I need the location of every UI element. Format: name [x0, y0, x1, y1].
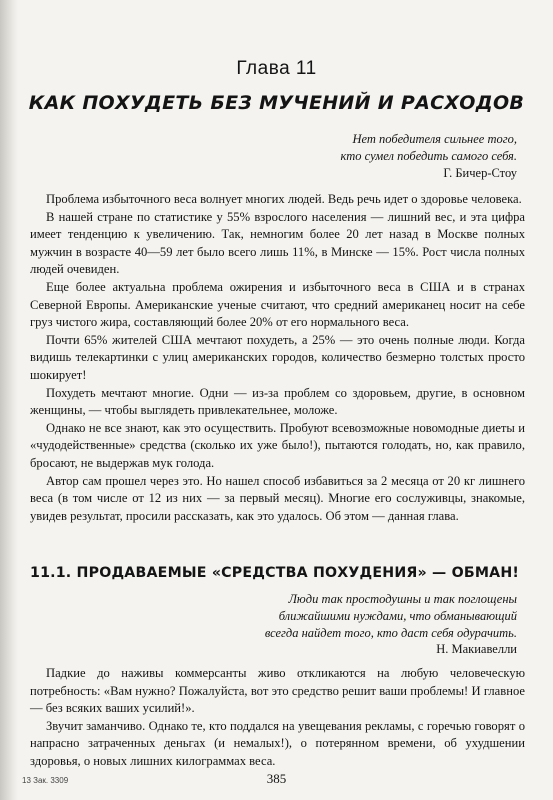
paragraph: Почти 65% жителей США мечтают похудеть, а 25% — это очень полные люди. Когда видишь телекартинки с улиц американских городов, количество безмерно толстых просто шокирует!	[30, 332, 525, 382]
section-body-text	[30, 665, 525, 771]
paragraph: Однако не все знают, как это осуществить. Пробуют всевозможные новомодные диеты и «чудодейственные» средства (сколько их уже было!), пытаются голодать, но, как правило, бросают, не выдержав мук голода.	[30, 420, 525, 470]
epigraph-line: кто сумел победить самого себя.	[340, 149, 517, 163]
section-title: 11.1. ПРОДАВАЕМЫЕ «СРЕДСТВА ПОХУДЕНИЯ» — ОБМАН!	[30, 565, 520, 581]
epigraph-author: Г. Бичер-Стоу	[443, 166, 517, 180]
epigraph-line: ближайшими нуждами, что обманывающий	[278, 609, 517, 623]
paragraph: Звучит заманчиво. Однако те, кто поддался на увещевания рекламы, с горечью говорят о напрасно затраченных деньгах (и немалых!), о потерянном времени, об ухудшении здоровья, о новых лишних килограммах веса.	[30, 718, 525, 768]
paragraph: Падкие до наживы коммерсанты живо откликаются на любую человеческую потребность: «Вам нужно? Пожалуйста, вот это средство решит ваши проблемы! И главное — без всяких ваших усилий!».	[30, 666, 525, 716]
epigraph-line: Люди так простодушны и так поглощены	[288, 592, 517, 606]
section-epigraph-quote	[265, 591, 517, 642]
paragraph: Еще более актуальна проблема ожирения и избыточного веса в США и в странах Северной Европы. Американские ученые считают, что средний американец носит на себе груз чистого жира, составляющий более 20% от его нормального веса.	[30, 279, 525, 330]
epigraph-quote	[341, 131, 517, 165]
paragraph: В нашей стране по статистике у 55% взрослого населения — лишний вес, и эта цифра имеет тенденцию к увеличению. Так, немногим более 20 лет назад в Москве полных мужчин в возрасте 40—59 лет было всего лишь 11%, в Минске — 15%. Рост числа полных людей очевиден.	[30, 209, 525, 277]
chapter-title: КАК ПОХУДЕТЬ БЕЗ МУЧЕНИЙ И РАСХОДОВ	[28, 92, 525, 114]
chapter-label: Глава 11	[236, 58, 317, 79]
page-number: 385	[266, 771, 287, 786]
epigraph-line: Нет победителя сильнее того,	[352, 132, 517, 146]
epigraph-line: всегда найдет того, кто даст себя одурачить.	[264, 626, 517, 640]
paragraph: Похудеть мечтают многие. Одни — из-за проблем со здоровьем, другие, в основном женщины, — чтобы выглядеть привлекательнее, моложе.	[30, 385, 525, 418]
paragraph: Проблема избыточного веса волнует многих людей. Ведь речь идет о здоровье человека.	[46, 192, 522, 206]
paragraph: Автор сам прошел через это. Но нашел способ избавиться за 2 месяца от 20 кг лишнего веса (в том числе от 12 из них — за первый месяц). Многие его сослуживцы, знакомые, увидев результат, просили рассказать, как это удалось. Об этом — данная глава.	[30, 473, 525, 523]
chapter-intro-text	[30, 191, 525, 525]
section-epigraph-author: Н. Макиавелли	[436, 642, 517, 656]
page-gutter-shadow	[0, 0, 18, 800]
print-signature: 13 Зак. 3309	[22, 776, 69, 785]
